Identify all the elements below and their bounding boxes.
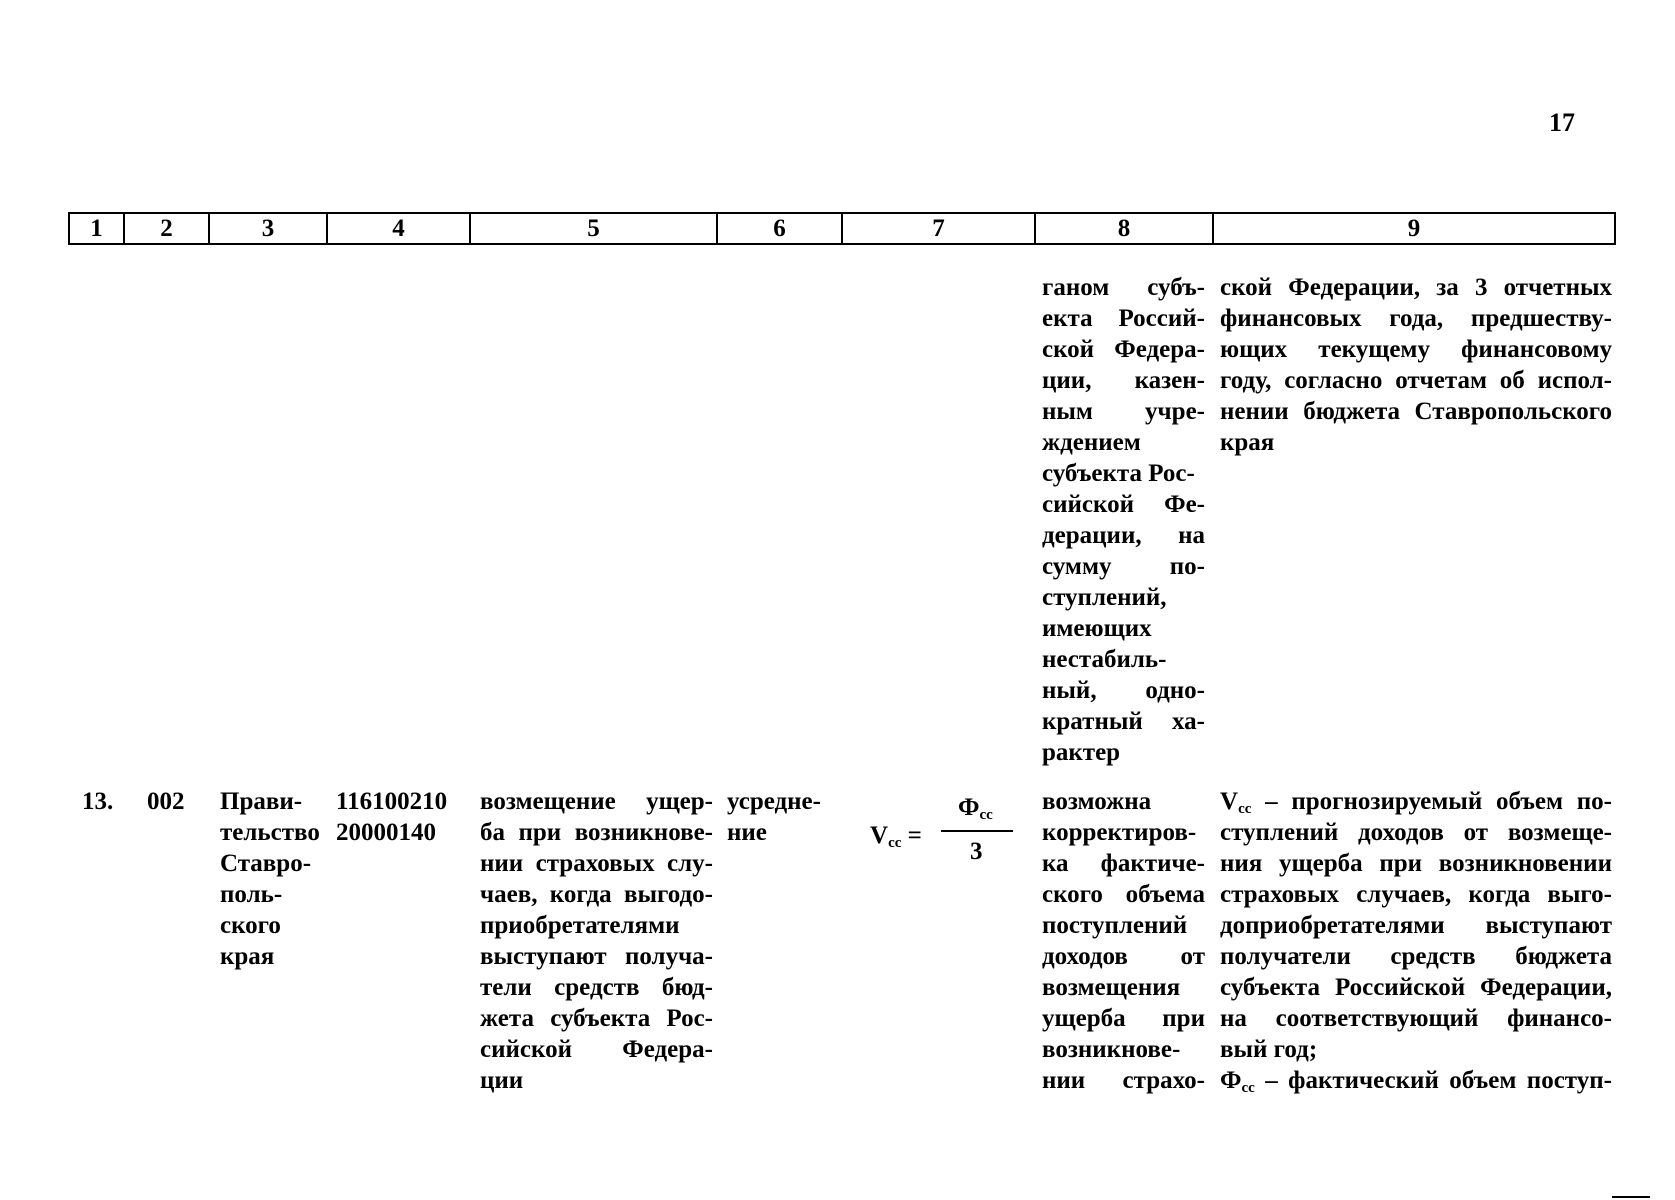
formula-numerator	[958, 794, 993, 822]
col-header-7: 7	[843, 214, 1036, 243]
text-line: ба при возникнове-	[480, 819, 713, 846]
col-header-2: 2	[125, 214, 210, 243]
text-line: рактер	[1042, 739, 1121, 766]
continuation-col8	[1042, 272, 1205, 768]
text-line: нии страхо-	[1042, 1067, 1205, 1094]
text-line: вый год;	[1220, 1036, 1318, 1063]
variable-symbol: V	[1220, 788, 1239, 815]
row13-col7-formula	[870, 796, 1020, 876]
text-line: 20000140	[336, 819, 436, 846]
text-line: получатели средств бюджета	[1220, 943, 1612, 970]
text-line: субъекта Российской Федерации,	[1220, 974, 1612, 1001]
row13-col9-description	[1220, 786, 1612, 1096]
text-line: выступают получа-	[480, 943, 713, 970]
text-line: доприобретателями выступают	[1220, 912, 1612, 939]
text-line: 116100210	[336, 788, 448, 815]
text-line: Прави-	[220, 788, 303, 815]
formula-lhs-subscript: cc	[888, 835, 902, 851]
continuation-col9	[1220, 272, 1612, 458]
text-line: усредне-	[727, 788, 821, 815]
column-number-header	[68, 212, 1616, 245]
text-line: субъекта Рос-	[1042, 460, 1195, 487]
text-line: поль-	[220, 881, 283, 908]
text-line: сийской Фе-	[1042, 491, 1205, 518]
text-line: возмещения	[1042, 974, 1181, 1001]
formula-numerator-symbol: Ф	[958, 794, 980, 821]
text-line: ущерба при	[1042, 1005, 1205, 1032]
text-line: ка фактиче-	[1042, 850, 1205, 877]
col-header-3: 3	[210, 214, 328, 243]
text-line: ганом субъ-	[1042, 274, 1205, 301]
formula-numerator-subscript: cc	[979, 807, 993, 823]
row13-col6-method	[727, 786, 842, 848]
text-line: ный, одно-	[1042, 677, 1205, 704]
text-line: екта Россий-	[1042, 305, 1205, 332]
text-line: корректиров-	[1042, 819, 1197, 846]
page-number: 17	[1549, 108, 1575, 137]
text-fragment: – фактический объем поступ-	[1254, 1067, 1612, 1094]
col-header-6: 6	[718, 214, 843, 243]
text-line: ции, казен-	[1042, 367, 1205, 394]
text-line: ступлений,	[1042, 584, 1167, 611]
text-line: ждением	[1042, 429, 1141, 456]
text-line: возмещение ущер-	[480, 788, 713, 815]
scan-artifact-line	[1612, 1196, 1650, 1198]
text-line: тели средств бюд-	[480, 974, 713, 1001]
text-line: имеющих	[1042, 615, 1152, 642]
text-line: края	[1220, 429, 1275, 456]
col-header-5: 5	[471, 214, 718, 243]
col-header-1: 1	[70, 214, 125, 243]
text-line: края	[220, 943, 275, 970]
text-line: нении бюджета Ставропольского	[1220, 398, 1612, 425]
text-line	[1220, 1065, 1612, 1096]
text-line: поступлений	[1042, 912, 1188, 939]
text-line: нии страховых слу-	[480, 850, 713, 877]
text-line: сийской Федера-	[480, 1036, 713, 1063]
text-line: ступлений доходов от возмеще-	[1220, 819, 1612, 846]
text-line: ние	[727, 819, 767, 846]
row13-col4-kbk-code	[336, 786, 466, 848]
row-code: 002	[147, 788, 185, 815]
variable-subscript: cc	[1241, 1080, 1255, 1096]
text-line: на соответствующий финансо-	[1220, 1005, 1612, 1032]
row13-col8-note	[1042, 786, 1205, 1096]
text-line: жета субъекта Рос-	[480, 1005, 713, 1032]
text-line: нестабиль-	[1042, 646, 1167, 673]
text-line: ского объема	[1042, 881, 1205, 908]
text-line: возможна	[1042, 788, 1152, 815]
text-line: доходов от	[1042, 943, 1205, 970]
formula-equals: =	[907, 822, 922, 849]
text-line: ской Федерации, за 3 отчетных	[1220, 274, 1612, 301]
text-line: сумму по-	[1042, 553, 1205, 580]
text-line: тельство	[220, 819, 320, 846]
text-line: Ставро-	[220, 850, 312, 877]
text-line: году, согласно отчетам об испол-	[1220, 367, 1612, 394]
text-fragment: – прогнозируемый объем по-	[1251, 788, 1612, 815]
text-line: страховых случаев, когда выго-	[1220, 881, 1612, 908]
text-line: ным учре-	[1042, 398, 1205, 425]
text-line: ского	[220, 912, 281, 939]
formula-lhs-symbol: V	[870, 822, 889, 849]
row13-col3-administrator	[220, 786, 326, 972]
text-line: ции	[480, 1067, 524, 1094]
text-line: ния ущерба при возникновении	[1220, 850, 1612, 877]
row13-col5-revenue-name	[480, 786, 713, 1096]
variable-subscript: cc	[1238, 801, 1252, 817]
col-header-8: 8	[1036, 214, 1214, 243]
text-line: финансовых года, предшеству-	[1220, 305, 1612, 332]
text-line	[1220, 786, 1612, 817]
col-header-4: 4	[328, 214, 471, 243]
formula-lhs	[870, 822, 922, 850]
text-line: ской Федера-	[1042, 336, 1205, 363]
row-number: 13.	[82, 788, 114, 815]
variable-symbol: Ф	[1220, 1067, 1242, 1094]
formula-denominator: 3	[970, 838, 983, 865]
text-line: чаев, когда выгодо-	[480, 881, 713, 908]
text-line: приобретателями	[480, 912, 680, 939]
fraction-bar	[941, 830, 1013, 832]
text-line: дерации, на	[1042, 522, 1205, 549]
text-line: возникнове-	[1042, 1036, 1181, 1063]
col-header-9: 9	[1407, 214, 1421, 242]
text-line: ющих текущему финансовому	[1220, 336, 1612, 363]
text-line: кратный ха-	[1042, 708, 1205, 735]
